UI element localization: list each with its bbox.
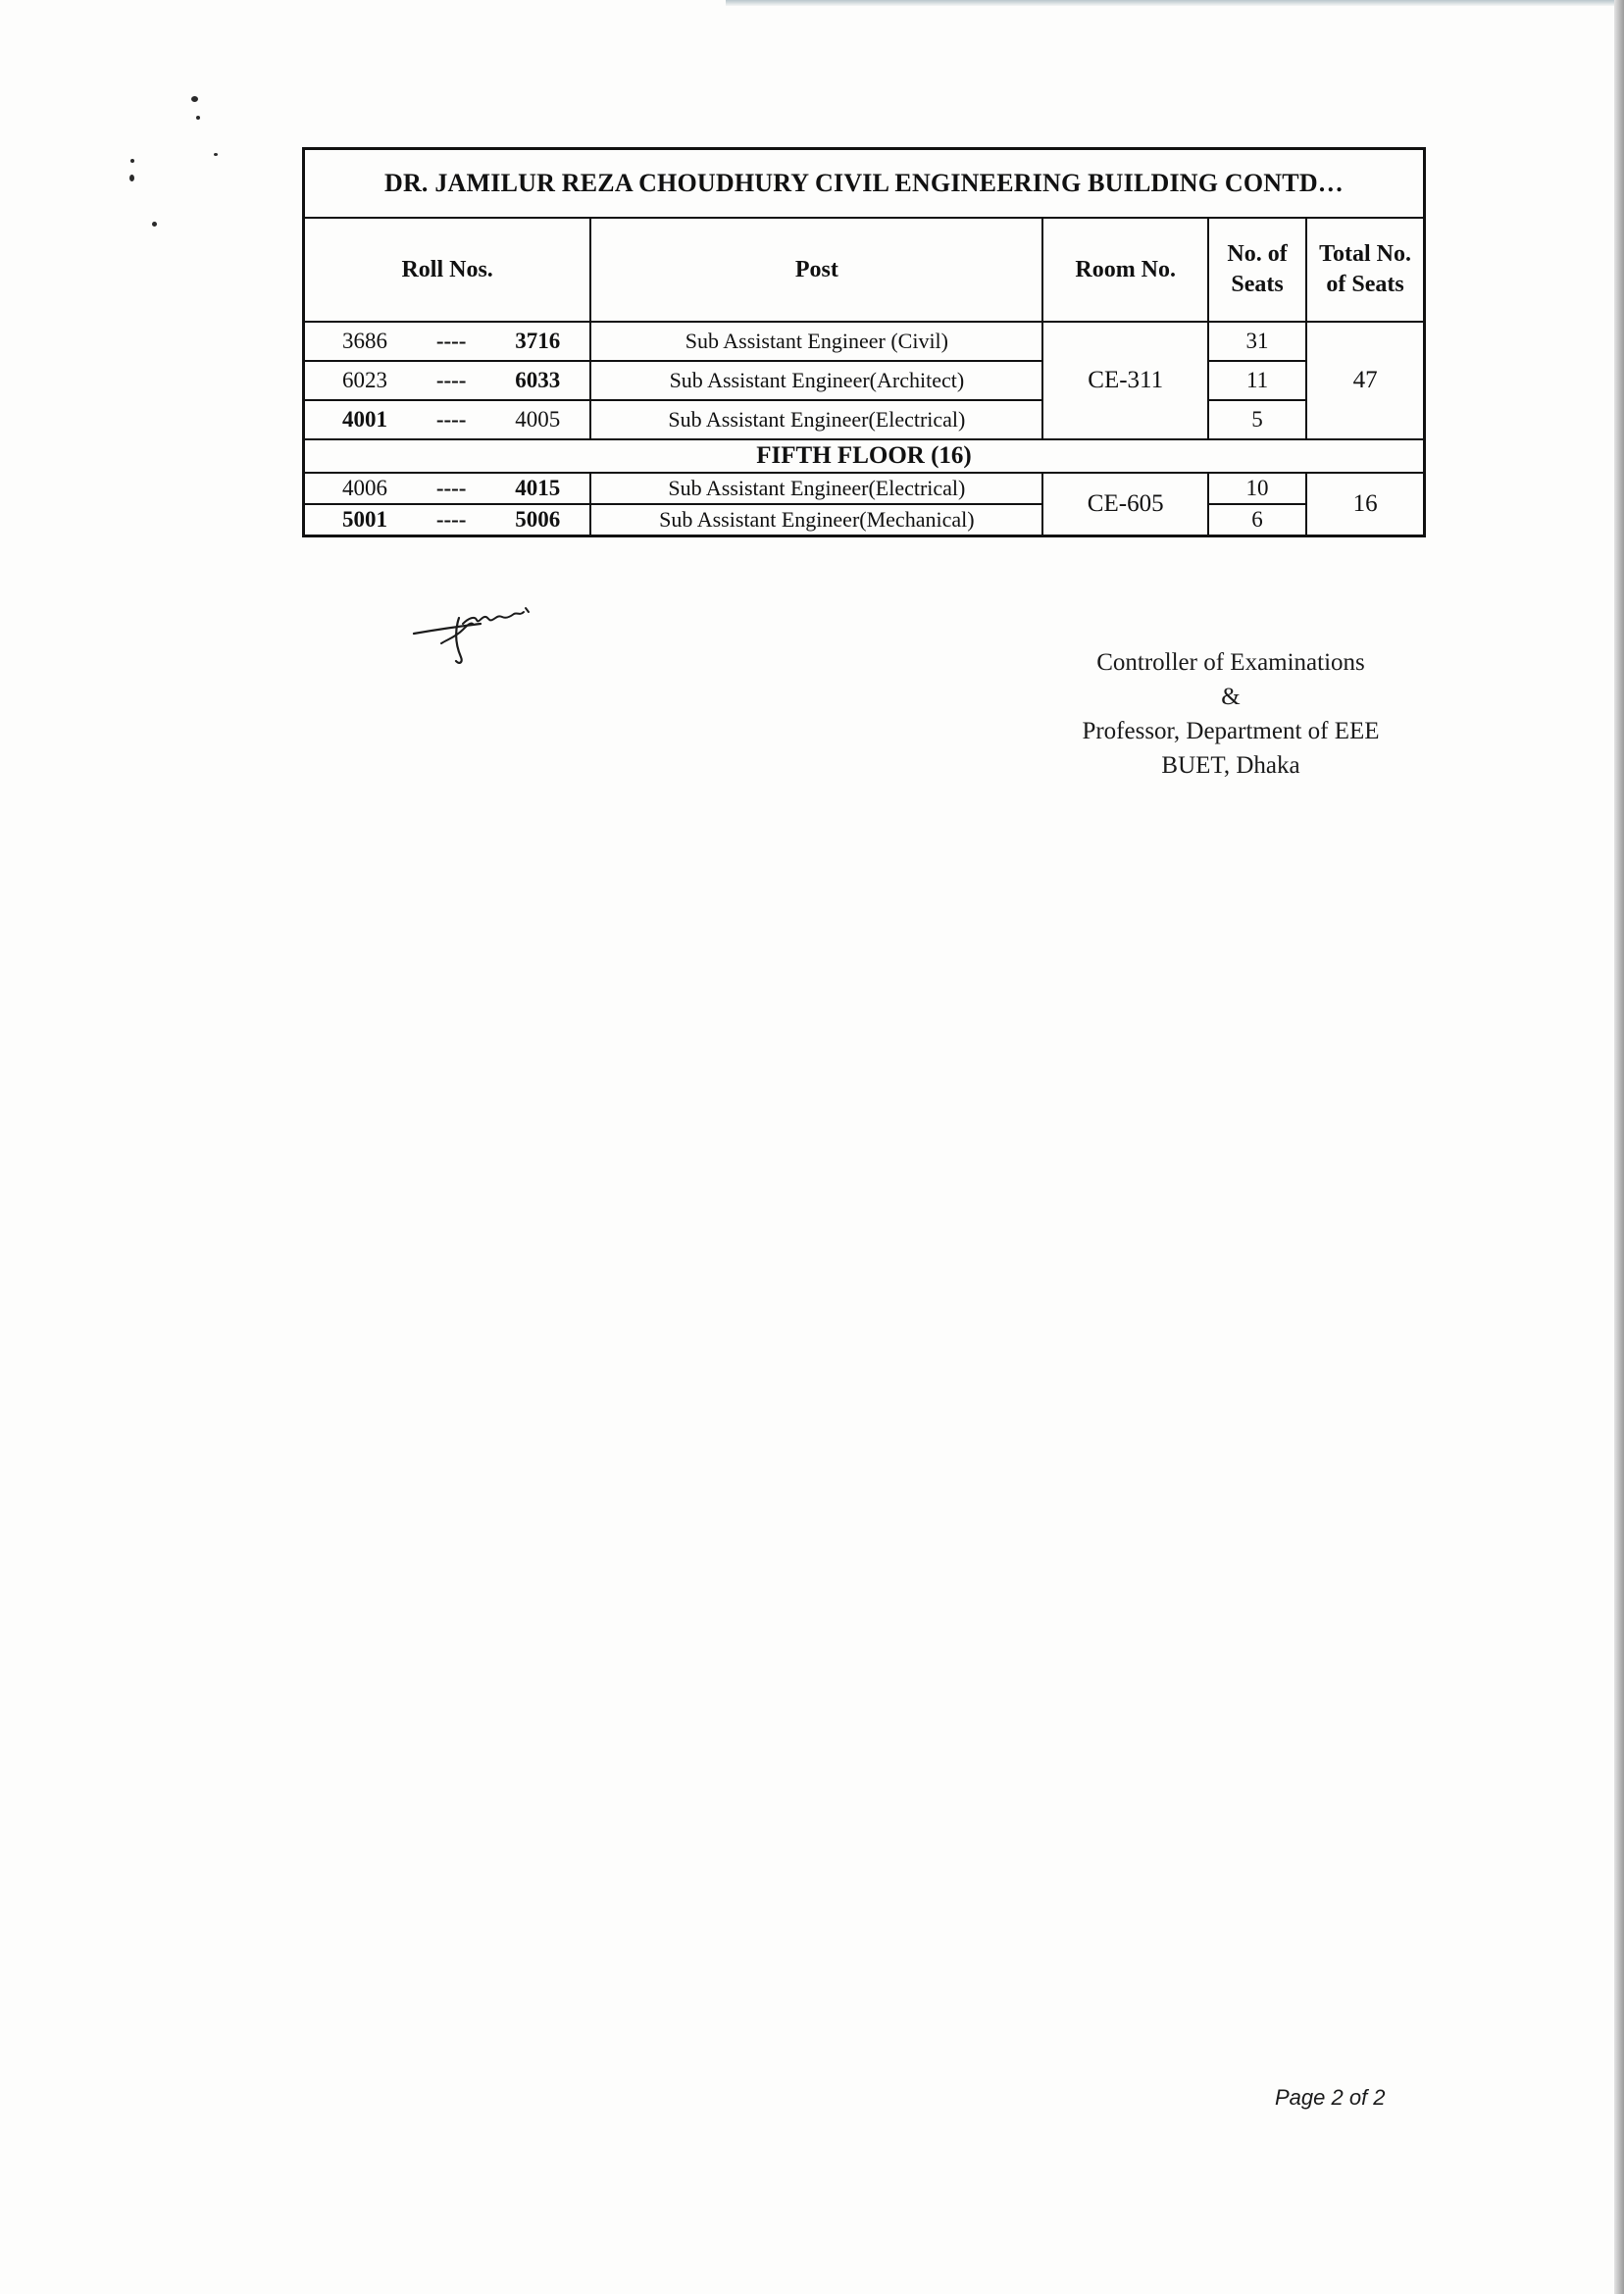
scan-speck [130, 159, 134, 163]
scan-speck [129, 175, 134, 181]
seat-count: 10 [1208, 473, 1306, 504]
table-header-row [304, 218, 1425, 322]
roll-from: 4006 [342, 476, 387, 500]
header-total [1306, 218, 1424, 322]
roll-from: 3686 [342, 329, 387, 353]
total-seats: 47 [1306, 322, 1424, 439]
header-total-line2: of Seats [1326, 272, 1404, 297]
signatory-institution: BUET, Dhaka [1161, 752, 1300, 779]
total-seats: 16 [1306, 473, 1424, 536]
post-name: Sub Assistant Engineer (Civil) [590, 322, 1042, 361]
roll-to: 4005 [515, 407, 561, 432]
table-row [304, 473, 1425, 504]
roll-range [304, 322, 591, 361]
table-row [304, 322, 1425, 361]
header-post: Post [590, 218, 1042, 322]
post-name: Sub Assistant Engineer(Mechanical) [590, 504, 1042, 536]
seat-count: 11 [1208, 361, 1306, 400]
signatory-department: Professor, Department of EEE [1082, 718, 1380, 744]
scan-edge-right [1614, 0, 1624, 2294]
roll-separator: ---- [435, 507, 467, 532]
roll-to: 5006 [515, 507, 561, 532]
roll-from: 5001 [342, 507, 387, 532]
handwritten-signature [412, 600, 539, 679]
seat-plan-table [302, 147, 1426, 537]
signatory-title: Controller of Examinations [1096, 649, 1365, 676]
scan-edge-top [726, 0, 1624, 6]
roll-separator: ---- [435, 368, 467, 392]
roll-separator: ---- [435, 407, 467, 432]
signatory-block [1030, 645, 1432, 783]
room-number: CE-311 [1042, 322, 1207, 439]
roll-range [304, 361, 591, 400]
header-seats [1208, 218, 1306, 322]
header-seats-line1: No. of [1227, 241, 1288, 267]
roll-separator: ---- [435, 329, 467, 353]
header-total-line1: Total No. [1319, 241, 1411, 267]
signatory-ampersand: & [1221, 684, 1241, 710]
roll-range [304, 400, 591, 439]
roll-from: 6023 [342, 368, 387, 392]
header-seats-line2: Seats [1231, 272, 1284, 297]
roll-from: 4001 [342, 407, 387, 432]
post-name: Sub Assistant Engineer(Electrical) [590, 473, 1042, 504]
post-name: Sub Assistant Engineer(Architect) [590, 361, 1042, 400]
floor-heading: FIFTH FLOOR (16) [304, 439, 1425, 473]
header-room: Room No. [1042, 218, 1207, 322]
roll-to: 6033 [515, 368, 561, 392]
post-name: Sub Assistant Engineer(Electrical) [590, 400, 1042, 439]
scan-speck [196, 116, 200, 120]
room-number: CE-605 [1042, 473, 1207, 536]
seat-count: 31 [1208, 322, 1306, 361]
page-number: Page 2 of 2 [1275, 2085, 1386, 2110]
scan-speck [152, 222, 157, 227]
scan-speck [191, 96, 198, 102]
table-row [304, 504, 1425, 536]
table-row [304, 361, 1425, 400]
roll-to: 3716 [515, 329, 561, 353]
roll-range [304, 504, 591, 536]
seat-count: 6 [1208, 504, 1306, 536]
roll-separator: ---- [435, 476, 467, 500]
header-roll: Roll Nos. [304, 218, 591, 322]
table-row [304, 400, 1425, 439]
scan-speck [214, 153, 218, 156]
table-title: DR. JAMILUR REZA CHOUDHURY CIVIL ENGINEERING BUILDING CONTD… [304, 149, 1425, 219]
roll-to: 4015 [515, 476, 561, 500]
seat-count: 5 [1208, 400, 1306, 439]
roll-range [304, 473, 591, 504]
floor-heading-row [304, 439, 1425, 473]
